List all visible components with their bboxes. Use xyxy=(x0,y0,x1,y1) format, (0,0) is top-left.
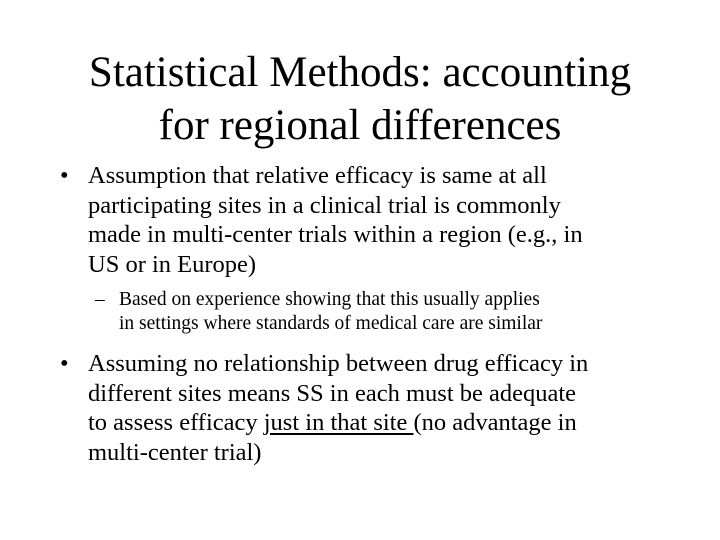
sub-bullet-line-2: in settings where standards of medical care are similar xyxy=(119,313,543,334)
underlined-phrase: just in that site xyxy=(263,409,414,436)
bullet-2-line-3 xyxy=(88,408,678,438)
title-line-1: Statistical Methods: accounting xyxy=(88,49,632,96)
bullet-marker: • xyxy=(60,350,69,377)
slide-title xyxy=(40,46,680,152)
sub-bullet-1 xyxy=(95,288,679,336)
bullet-2-line-2: different sites means SS in each must be adequate xyxy=(88,379,577,407)
bullet-1-line-2: participating sites in a clinical trial is commonly xyxy=(88,191,561,219)
sub-bullet-marker: – xyxy=(95,289,105,310)
bullet-1 xyxy=(60,161,678,279)
sub-bullet-line-1: Based on experience showing that this usually applies xyxy=(119,289,540,310)
bullet-2-line-3-start: to assess efficacy xyxy=(88,409,264,436)
bullet-2-line-3-end: (no advantage in xyxy=(413,409,577,436)
bullet-2-line-1: Assuming no relationship between drug efficacy in xyxy=(88,350,589,377)
bullet-2-line-4: multi-center trial) xyxy=(88,438,262,466)
title-line-2: for regional differences xyxy=(158,102,562,149)
bullet-1-line-3: made in multi-center trials within a region (e.g., in xyxy=(88,221,583,248)
bullet-2 xyxy=(60,349,678,467)
bullet-1-line-1: Assumption that relative efficacy is same at all xyxy=(88,162,547,189)
bullet-marker: • xyxy=(60,162,69,189)
bullet-1-line-4: US or in Europe) xyxy=(88,250,257,278)
